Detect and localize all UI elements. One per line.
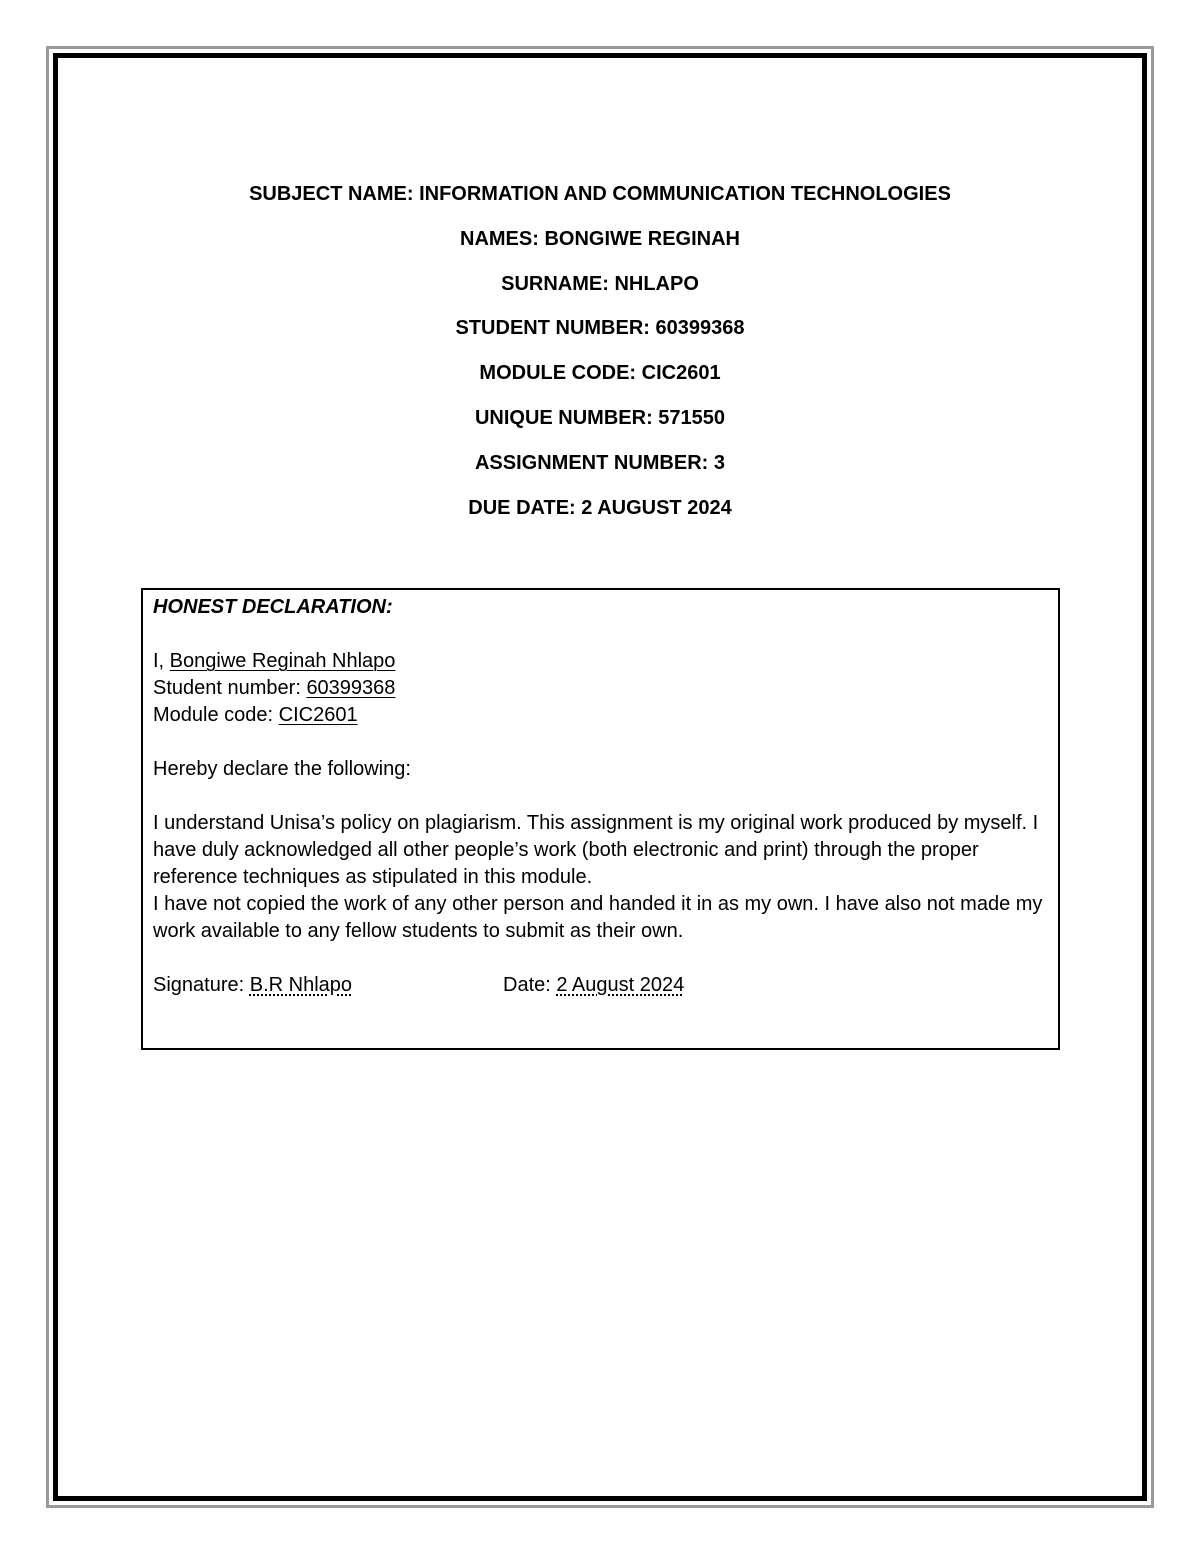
signature-row bbox=[153, 972, 1048, 999]
module-code-label: Module code: bbox=[153, 704, 279, 726]
signature-field bbox=[153, 972, 503, 999]
honest-declaration-box bbox=[141, 588, 1060, 1050]
declaration-paragraph-copying: I have not copied the work of any other person and handed it in as my own. I have also not made my work available to any fellow students to submit as their own. bbox=[153, 893, 1043, 942]
declarant-name-prefix: I, bbox=[153, 650, 170, 672]
names-line: NAMES: BONGIWE REGINAH bbox=[460, 227, 740, 250]
signature-label: Signature: bbox=[153, 974, 250, 996]
date-field bbox=[503, 974, 684, 996]
assignment-number-line: ASSIGNMENT NUMBER: 3 bbox=[474, 451, 725, 474]
cover-details bbox=[0, 182, 1200, 540]
signature-value: B.R Nhlapo bbox=[249, 974, 353, 996]
subject-name-line: SUBJECT NAME: INFORMATION AND COMMUNICATION TECHNOLOGIES bbox=[249, 183, 951, 205]
declaration-student-number-line bbox=[153, 675, 1048, 702]
student-number-label: Student number: bbox=[153, 677, 307, 699]
due-date-line: DUE DATE: 2 AUGUST 2024 bbox=[468, 496, 732, 519]
module-code-line: MODULE CODE: CIC2601 bbox=[479, 362, 721, 385]
date-value: 2 August 2024 bbox=[556, 974, 685, 996]
student-number-value: 60399368 bbox=[306, 677, 396, 699]
date-label: Date: bbox=[503, 974, 557, 996]
student-number-line: STUDENT NUMBER: 60399368 bbox=[455, 317, 745, 340]
declarant-name-line bbox=[153, 648, 1048, 675]
declarant-name: Bongiwe Reginah Nhlapo bbox=[169, 650, 396, 672]
module-code-value: CIC2601 bbox=[278, 704, 358, 726]
declaration-module-code-line bbox=[153, 702, 1048, 729]
surname-line: SURNAME: NHLAPO bbox=[501, 272, 699, 295]
declaration-title: HONEST DECLARATION: bbox=[153, 596, 393, 618]
declaration-paragraph-plagiarism: I understand Unisa’s policy on plagiarism. This assignment is my original work produced by myself. I have duly acknowledged all other people’s work (both electronic and print) through the proper reference techniques as stipulated in this module. bbox=[153, 812, 1039, 888]
declaration-intro: Hereby declare the following: bbox=[153, 758, 411, 780]
unique-number-line: UNIQUE NUMBER: 571550 bbox=[474, 406, 726, 429]
